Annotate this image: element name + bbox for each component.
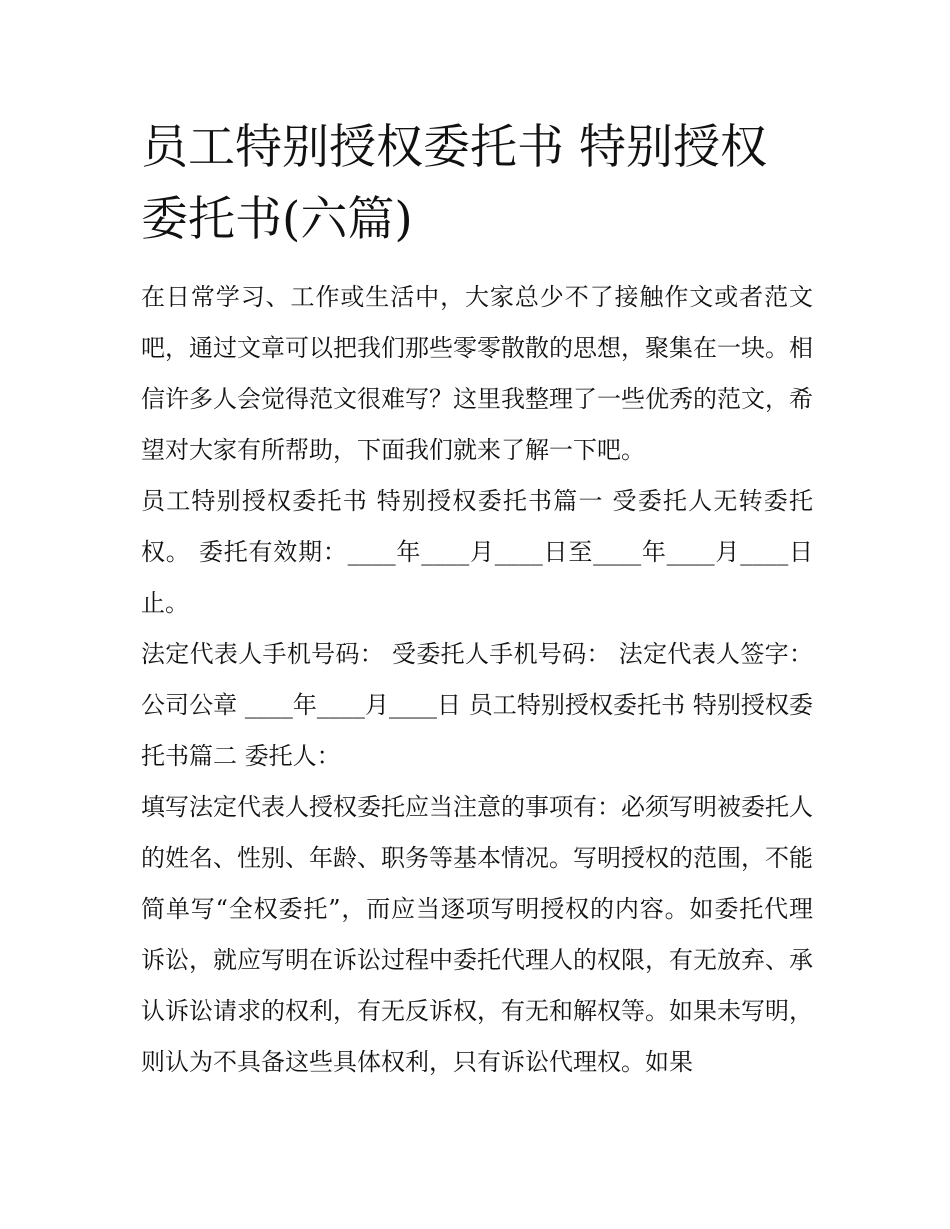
- document-content: [141, 112, 813, 1088]
- document-title: 员工特别授权委托书 特别授权委托书(六篇): [141, 120, 767, 247]
- notes-paragraph: 填写法定代表人授权委托应当注意的事项有：必须写明被委托人的姓名、性别、年龄、职务等基本情况。写明授权的范围，不能简单写“全权委托”，而应当逐项写明授权的内容。如委托代理诉讼，就应写明在诉讼过程中委托代理人的权限，有无放弃、承认诉讼请求的权利，有无反诉权，有无和解权等。如果未写明，则认为不具备这些具体权利，只有诉讼代理权。如果: [141, 793, 813, 1076]
- intro-paragraph: 在日常学习、工作或生活中，大家总少不了接触作文或者范文吧，通过文章可以把我们那些零零散散的思想，聚集在一块。相信许多人会觉得范文很难写？这里我整理了一些优秀的范文，希望对大家有所帮助，下面我们就来了解一下吧。: [141, 283, 813, 464]
- section-one-paragraph: 员工特别授权委托书 特别授权委托书篇一 受委托人无转委托权。 委托有效期：____年____月____日至____年____月____日止。: [141, 487, 813, 617]
- signature-paragraph: 法定代表人手机号码： 受委托人手机号码： 法定代表人签字： 公司公章 ____年____月____日 员工特别授权委托书 特别授权委托书篇二 委托人：: [141, 640, 813, 770]
